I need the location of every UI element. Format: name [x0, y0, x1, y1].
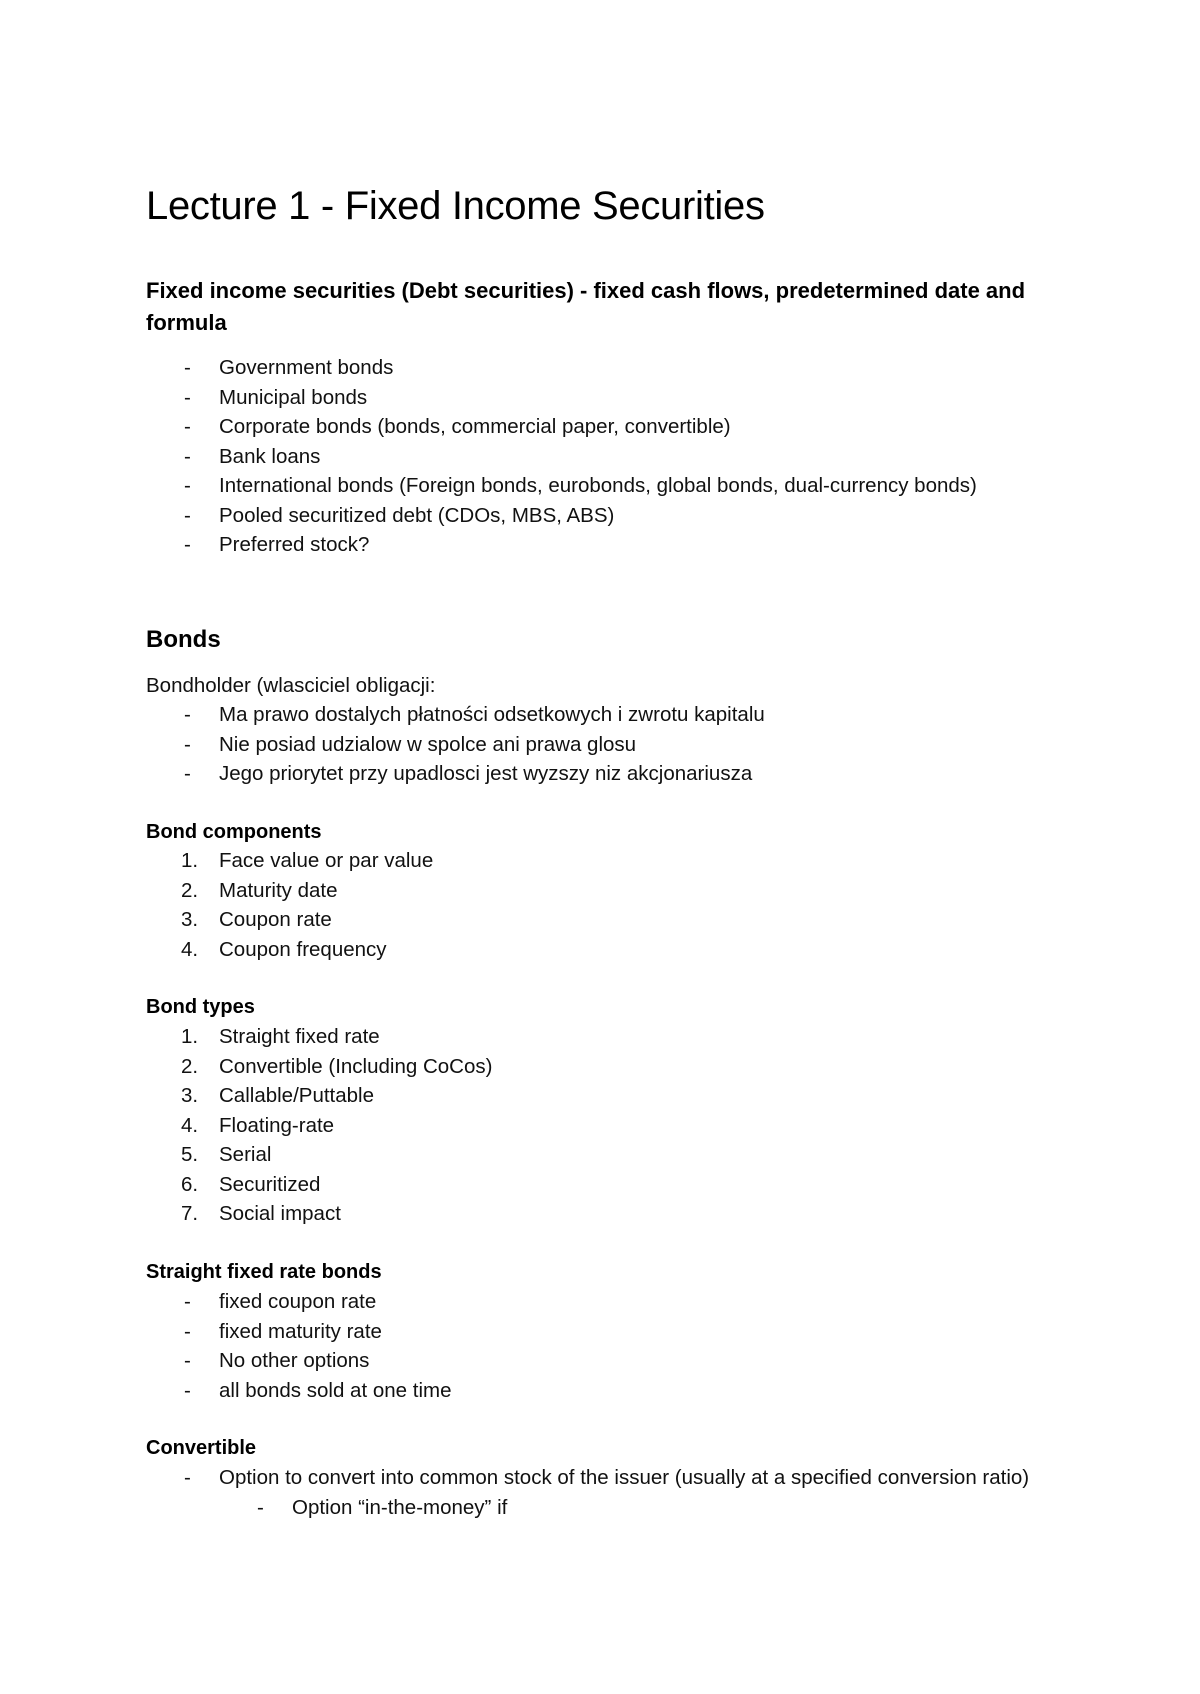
list-item: [146, 501, 1066, 531]
number-marker: 3.: [181, 1084, 199, 1107]
list-item-text: Corporate bonds (bonds, commercial paper, convertible): [219, 415, 731, 438]
number-marker: 5.: [181, 1143, 199, 1166]
convertible-list: [146, 1463, 1066, 1522]
list-item-text: Face value or par value: [219, 849, 434, 872]
list-item-text: Straight fixed rate: [219, 1025, 380, 1048]
bullet-marker: -: [257, 1495, 264, 1519]
bondholder-label: Bondholder (wlasciciel obligacji:: [146, 674, 436, 697]
list-item: [146, 471, 1066, 501]
list-item: [146, 412, 1066, 442]
list-item: [146, 905, 1066, 935]
list-item-text: Callable/Puttable: [219, 1084, 374, 1107]
bondholder-list: [146, 700, 1066, 789]
list-item-text: Municipal bonds: [219, 385, 368, 409]
bullet-marker: -: [184, 415, 191, 438]
bullet-marker: -: [184, 762, 191, 785]
bullet-marker: -: [184, 444, 191, 468]
bullet-marker: -: [184, 533, 191, 556]
components-heading: Bond components: [146, 821, 322, 843]
bullet-marker: -: [184, 474, 191, 497]
bonds-heading: Bonds: [146, 626, 221, 653]
list-item-text: fixed coupon rate: [219, 1290, 377, 1313]
list-item: [146, 876, 1066, 906]
list-item: [146, 1170, 1066, 1200]
bullet-marker: -: [184, 385, 191, 409]
list-item-text: all bonds sold at one time: [219, 1378, 452, 1402]
list-item: [146, 730, 1066, 760]
list-item-text: Jego priorytet przy upadlosci jest wyzszy niz akcjonariusza: [219, 762, 753, 785]
number-marker: 4.: [181, 1113, 199, 1137]
list-item-text: Serial: [219, 1143, 272, 1166]
bullet-marker: -: [184, 356, 191, 379]
bullet-marker: -: [184, 1319, 191, 1343]
list-item: [146, 1199, 1066, 1229]
list-item-text: Coupon frequency: [219, 937, 387, 961]
list-item: [146, 1346, 1066, 1376]
list-item-text: International bonds (Foreign bonds, eurobonds, global bonds, dual-currency bonds): [219, 474, 977, 497]
number-marker: 2.: [181, 878, 199, 902]
list-item: [146, 1317, 1066, 1347]
number-marker: 3.: [181, 908, 199, 931]
list-item: [146, 383, 1066, 413]
list-item-text: Preferred stock?: [219, 533, 370, 556]
list-item: [146, 1081, 1066, 1111]
list-item-text: Social impact: [219, 1202, 341, 1225]
list-item: [146, 1287, 1066, 1317]
list-item-text: Pooled securitized debt (CDOs, MBS, ABS): [219, 503, 615, 527]
types-list: [146, 1022, 1066, 1229]
list-item-text: Coupon rate: [219, 908, 332, 931]
number-marker: 1.: [181, 849, 199, 872]
list-item: [146, 1022, 1066, 1052]
list-item: [146, 700, 1066, 730]
list-item-text: No other options: [219, 1349, 370, 1372]
number-marker: 4.: [181, 937, 199, 961]
list-item-text: fixed maturity rate: [219, 1319, 382, 1343]
list-item-text: Option to convert into common stock of the issuer (usually at a specified conversion ratio): [219, 1466, 1030, 1489]
list-item-text: Securitized: [219, 1172, 321, 1196]
number-marker: 6.: [181, 1172, 199, 1196]
list-item: [146, 442, 1066, 472]
sub-list-item: [146, 1493, 1066, 1523]
list-item: [146, 1376, 1066, 1406]
list-item-text: Floating-rate: [219, 1113, 335, 1137]
list-item: [146, 530, 1066, 560]
list-item: [146, 1052, 1066, 1082]
list-item-text: Ma prawo dostalych płatności odsetkowych i zwrotu kapitalu: [219, 703, 765, 726]
convertible-heading: Convertible: [146, 1437, 257, 1459]
types-heading: Bond types: [146, 996, 255, 1018]
bullet-marker: -: [184, 1378, 191, 1402]
list-item: [146, 1111, 1066, 1141]
list-item: [146, 1140, 1066, 1170]
number-marker: 7.: [181, 1202, 199, 1225]
list-item: [146, 353, 1066, 383]
bullet-marker: -: [184, 1349, 191, 1372]
list-item-text: Bank loans: [219, 444, 321, 468]
list-item: [146, 846, 1066, 876]
list-item-text: Nie posiad udzialow w spolce ani prawa glosu: [219, 732, 637, 756]
bullet-marker: -: [184, 503, 191, 527]
intro-list: [146, 353, 1066, 560]
list-item-text: Maturity date: [219, 878, 338, 902]
number-marker: 2.: [181, 1054, 199, 1078]
list-item: [146, 935, 1066, 965]
number-marker: 1.: [181, 1025, 199, 1048]
bullet-marker: -: [184, 703, 191, 726]
page-title: Lecture 1 - Fixed Income Securities: [146, 184, 765, 228]
components-list: [146, 846, 1066, 964]
list-item-text: Option “in-the-money” if: [292, 1495, 508, 1519]
straight-list: [146, 1287, 1066, 1405]
list-item: [146, 1463, 1066, 1493]
straight-heading: Straight fixed rate bonds: [146, 1261, 382, 1283]
intro-heading: Fixed income securities (Debt securities) - fixed cash flows, predetermined date and formula: [146, 278, 1026, 335]
bullet-marker: -: [184, 1290, 191, 1313]
list-item: [146, 759, 1066, 789]
bullet-marker: -: [184, 1466, 191, 1489]
list-item-text: Convertible (Including CoCos): [219, 1054, 493, 1078]
list-item-text: Government bonds: [219, 356, 394, 379]
bullet-marker: -: [184, 732, 191, 756]
